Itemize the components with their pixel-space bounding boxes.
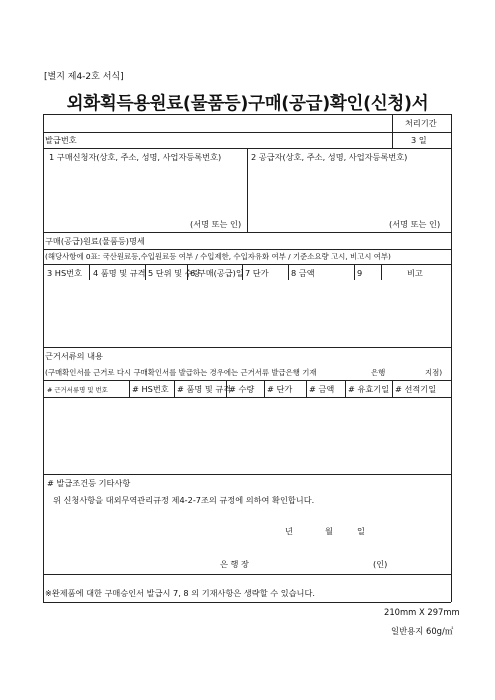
form-number: [별지 제4-2호 서식]	[44, 72, 124, 82]
applicant-label: 1 구매신청자(상호, 주소, 성명, 사업자등록번호)	[49, 152, 222, 162]
col-ev-ship-date: # 선적기일	[395, 384, 437, 394]
processing-period-label: 처리기간	[405, 118, 437, 128]
col-purchase-date: 6 구매(공급)일	[190, 268, 244, 278]
col-hs-number: 3 HS번호	[47, 268, 82, 278]
bank-head-seal: (인)	[373, 559, 388, 569]
col-unit-price: 7 단가	[245, 268, 269, 278]
col-item-spec: 4 품명 및 규격	[93, 268, 146, 278]
date-day: 일	[357, 526, 365, 536]
col-amount: 8 금액	[291, 268, 315, 278]
date-year: 년	[285, 526, 293, 536]
col-unit-qty: 5 단위 및 수량	[148, 268, 201, 278]
col-ev-item-spec: # 품명 및 규격	[177, 384, 232, 394]
supplier-label: 2 공급자(상호, 주소, 성명, 사업자등록번호)	[251, 152, 408, 162]
document-title: 외화획득용원료(물품등)구매(공급)확인(신청)서	[66, 94, 429, 114]
supplier-sign: (서명 또는 인)	[389, 219, 441, 229]
materials-note: (해당사항에 0표: 국산원료등,수입원료등 여부 / 수입제한, 수입자유화 여부 / 기준소요량 고시, 비고시 여부)	[45, 252, 391, 261]
materials-title: 구매(공급)원료(물품등)명세	[45, 236, 145, 246]
date-month: 월	[325, 526, 333, 536]
finished-goods-note: ※완제품에 대한 구매승인서 발급시 7, 8 의 기재사항은 생략할 수 있습니다.	[45, 588, 315, 598]
col-remarks: 비고	[407, 268, 423, 278]
col-ev-amount: # 금액	[309, 384, 335, 394]
bank-head-label: 은 행 장	[220, 559, 249, 569]
evidence-bank: 은행	[371, 368, 386, 377]
col-ev-unit-price: # 단가	[267, 384, 293, 394]
paper-size: 210mm X 297mm	[384, 607, 460, 617]
form-table	[43, 114, 451, 602]
evidence-branch: 지점)	[425, 368, 443, 377]
col-evidence-doc: # 근거서류명 및 번호	[47, 386, 108, 394]
applicant-sign: (서명 또는 인)	[190, 219, 242, 229]
col-ev-quantity: # 수량	[229, 384, 255, 394]
confirm-text: 위 신청사항을 대외무역관리규정 제4-2-7조의 규정에 의하여 확인합니다.	[53, 495, 315, 505]
evidence-note: (구매확인서를 근거로 다시 구매확인서를 발급하는 경우에는 근거서류 발급은행 기재	[45, 368, 317, 377]
col-nine: 9	[357, 268, 363, 278]
col-ev-hs-number: # HS번호	[132, 384, 169, 394]
paper-type: 일반용지 60g/㎡	[391, 626, 454, 636]
col-ev-valid-date: # 유효기일	[348, 384, 390, 394]
evidence-title: 근거서류의 내용	[45, 351, 103, 361]
processing-period-value: 3 일	[411, 135, 427, 145]
conditions-label: # 발급조건등 기타사항	[47, 478, 131, 488]
issue-number-label: 발급번호	[45, 135, 77, 145]
